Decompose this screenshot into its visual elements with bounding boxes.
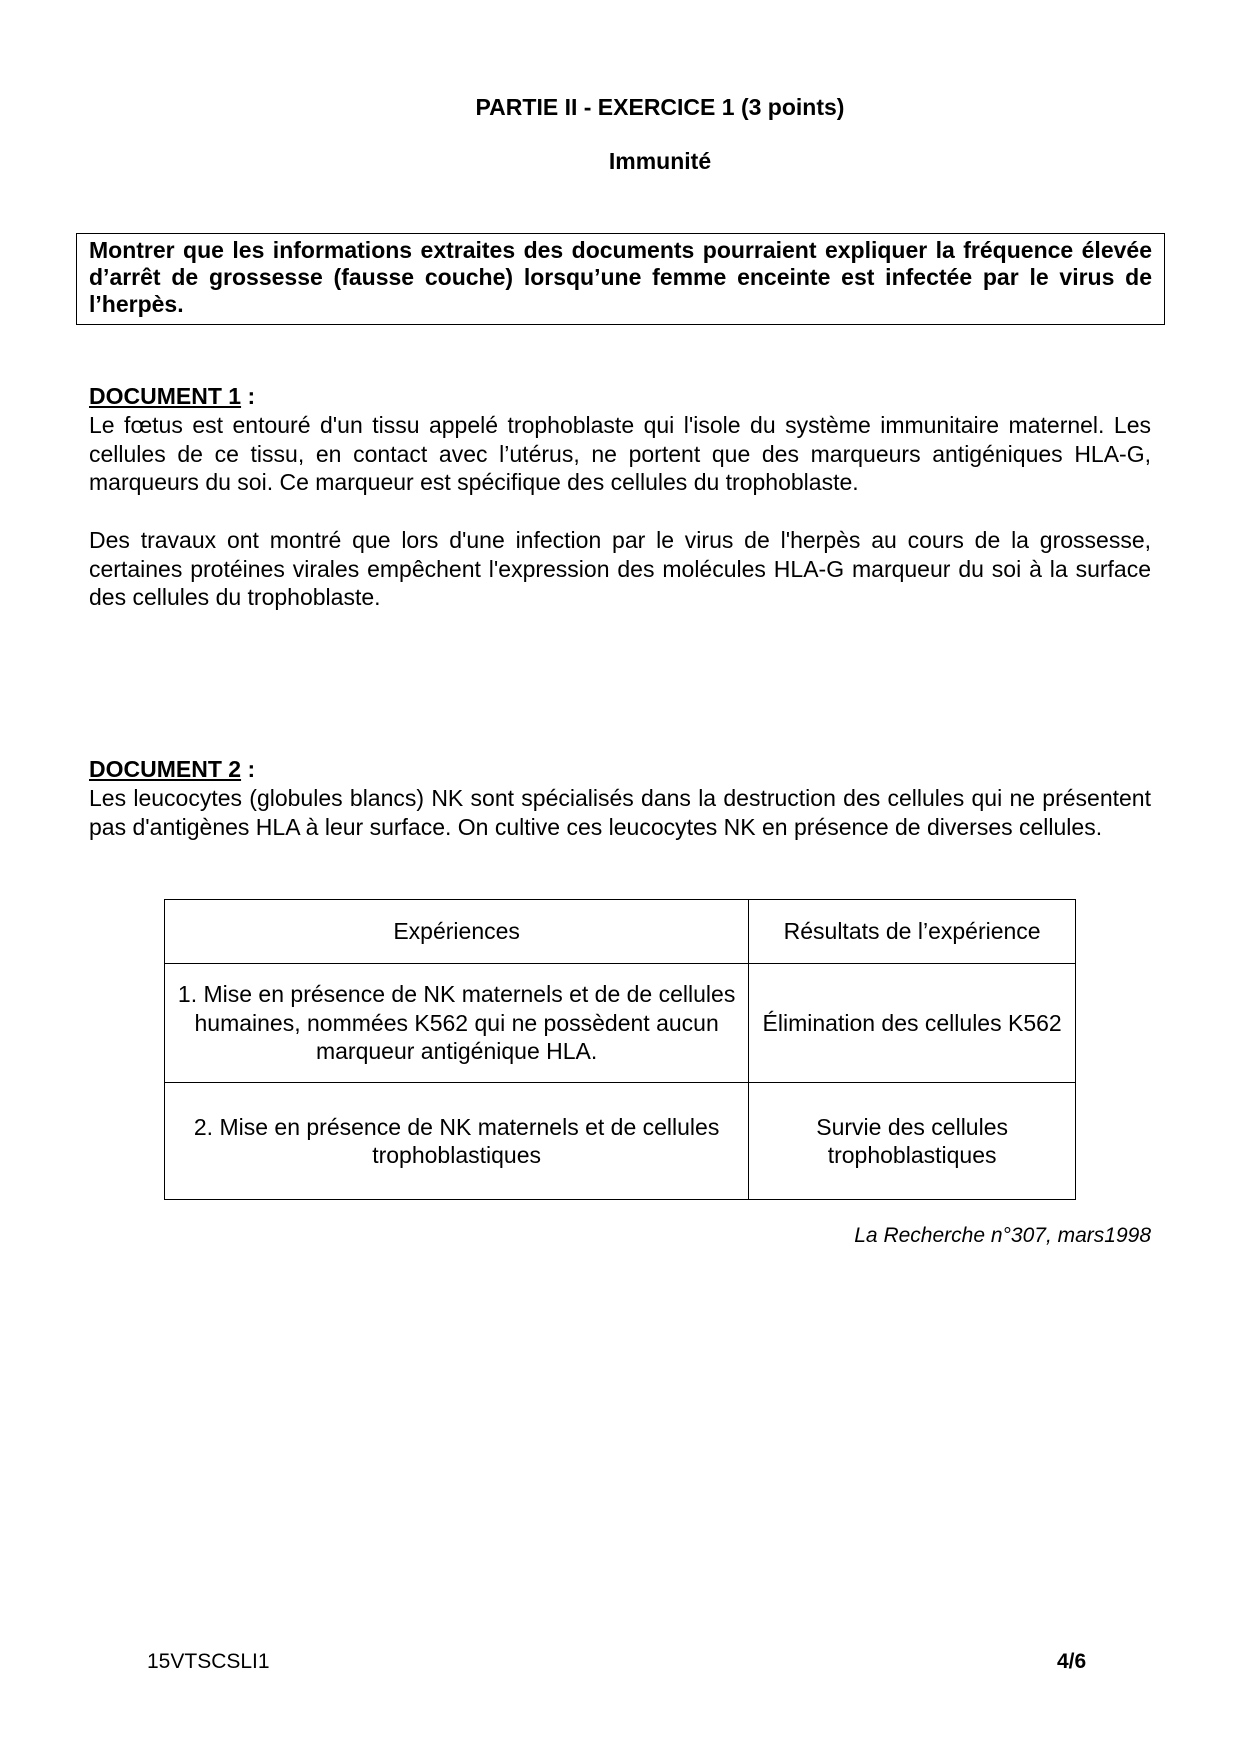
page-title: PARTIE II - EXERCICE 1 (3 points) (475, 94, 845, 120)
page-subtitle: Immunité (608, 148, 712, 174)
document2-heading-colon: : (241, 756, 256, 782)
table-header-row (165, 900, 1076, 964)
document2-paragraph: Les leucocytes (globules blancs) NK sont spécialisés dans la destruction des cellules qui ne présentent pas d'antigènes HLA à leur surface. On cultive ces leucocytes NK en présence de diverses cellules. (89, 785, 1151, 840)
document2-heading (89, 756, 255, 783)
table-header-experiences: Expériences (165, 900, 749, 964)
table-cell-experience: 2. Mise en présence de NK maternels et de cellules trophoblastiques (165, 1083, 749, 1200)
task-statement: Montrer que les informations extraites des documents pourraient expliquer la fréquence élevée d’arrêt de grossesse (fausse couche) lorsqu’une femme enceinte est infectée par le virus de l’herpès. (76, 233, 1165, 325)
table-row (165, 964, 1076, 1083)
document1-heading-colon: : (241, 383, 256, 409)
document2-heading-label: DOCUMENT 2 (89, 756, 242, 782)
document1-heading (89, 383, 255, 410)
table-cell-result: Élimination des cellules K562 (749, 964, 1076, 1083)
experiments-table (164, 899, 1076, 1200)
table-row (165, 1083, 1076, 1200)
document1-paragraph-2: Des travaux ont montré que lors d'une infection par le virus de l'herpès au cours de la grossesse, certaines protéines virales empêchent l'expression des molécules HLA-G marqueur du soi à la surface des cellules du trophoblaste. (89, 527, 1151, 610)
document1-paragraph-1: Le fœtus est entouré d'un tissu appelé trophoblaste qui l'isole du système immunitaire maternel. Les cellules de ce tissu, en contact avec l’utérus, ne portent que des marqueurs antigéniques HLA-G, marqueurs du soi. Ce marqueur est spécifique des cellules du trophoblaste. (89, 412, 1151, 495)
footer-page-number: 4/6 (1057, 1650, 1087, 1673)
footer-code: 15VTSCSLI1 (147, 1650, 270, 1673)
table-cell-experience: 1. Mise en présence de NK maternels et de de cellules humaines, nommées K562 qui ne possèdent aucun marqueur antigénique HLA. (165, 964, 749, 1083)
table-header-results: Résultats de l’expérience (749, 900, 1076, 964)
source-citation: La Recherche n°307, mars1998 (854, 1224, 1151, 1247)
table-cell-result: Survie des cellules trophoblastiques (749, 1083, 1076, 1200)
document1-heading-label: DOCUMENT 1 (89, 383, 242, 409)
